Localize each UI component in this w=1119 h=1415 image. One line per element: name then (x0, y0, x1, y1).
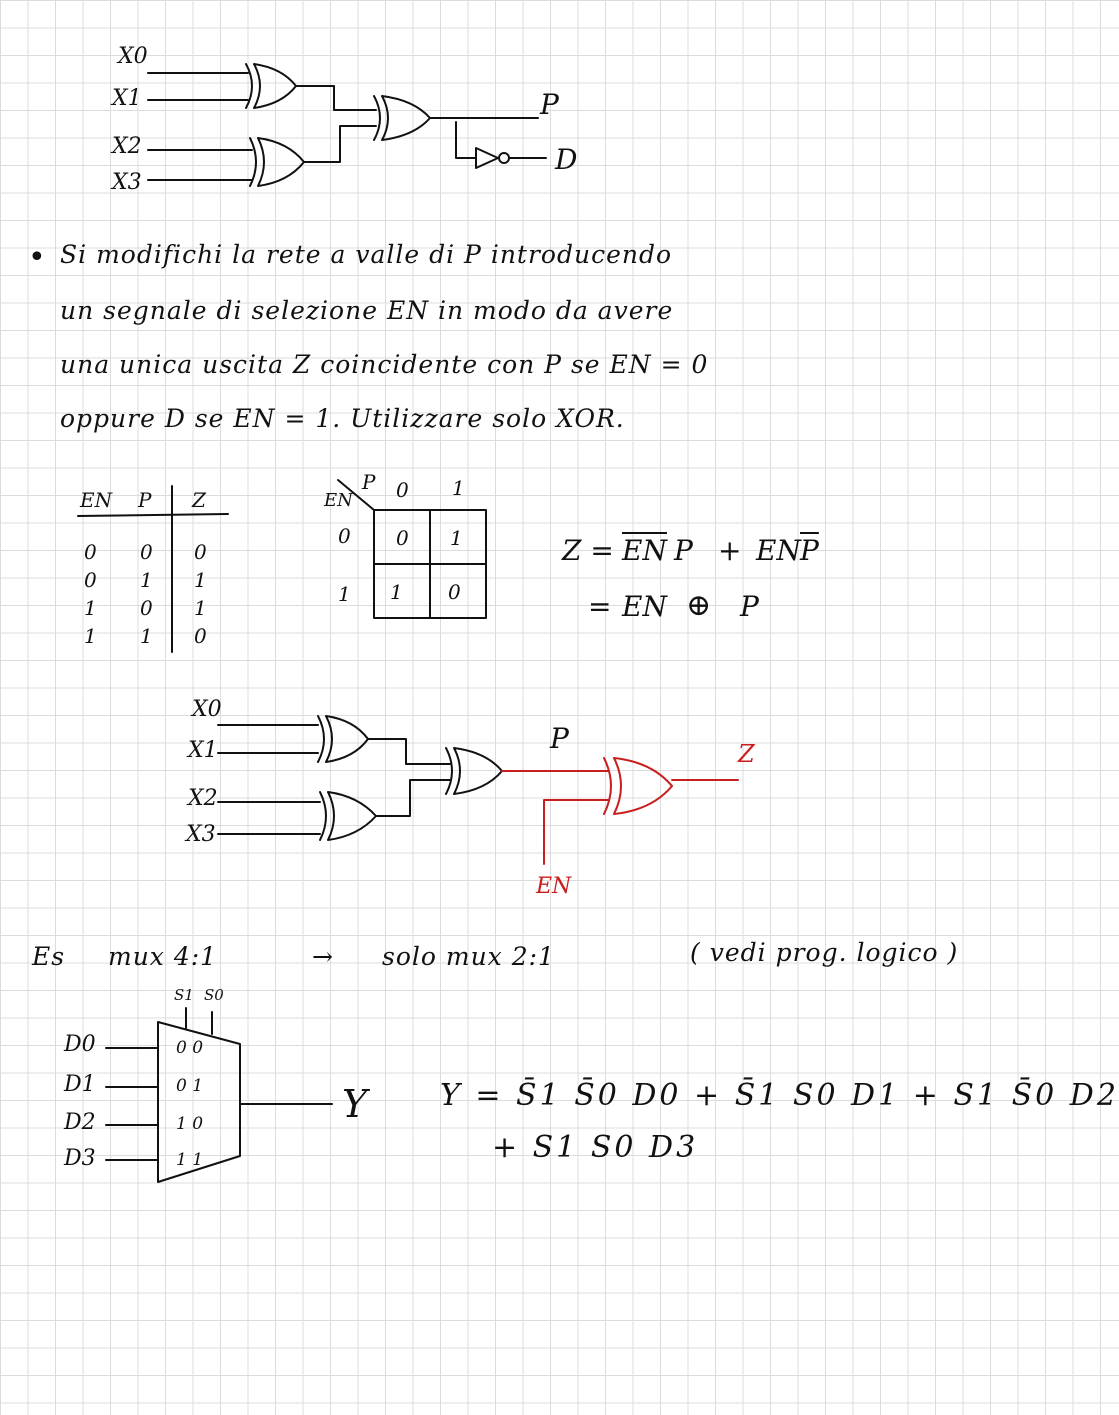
tt-r4-z: 0 (194, 624, 207, 648)
c2-label-x3: X3 (186, 822, 216, 847)
tt-r3-en: 1 (84, 596, 97, 620)
tt-r1-z: 0 (194, 540, 207, 564)
kmap-cell-00: 0 (396, 526, 409, 550)
tt-r1-p: 0 (140, 540, 153, 564)
kmap-col-0: 0 (396, 478, 409, 502)
tt-r2-en: 0 (84, 568, 97, 592)
eq-plus: + (718, 534, 742, 567)
tt-r3-z: 1 (194, 596, 207, 620)
c1-label-d: D (555, 143, 578, 176)
mux-equation-line-1: Y = S̄1 S̄0 D0 + S̄1 S0 D1 + S1 S̄0 D2 (440, 1078, 1119, 1113)
tt-r1-en: 0 (84, 540, 97, 564)
tt-header-z: Z (192, 488, 206, 512)
mux-code-01: 0 1 (176, 1076, 204, 1096)
tt-r4-p: 1 (140, 624, 153, 648)
tt-header-en: EN (80, 488, 113, 512)
eq-line2-right: P (740, 590, 759, 623)
mux-input-d3: D3 (64, 1146, 96, 1171)
c2-label-z: Z (738, 740, 755, 768)
kmap-col-var: P (362, 470, 376, 494)
c2-label-p: P (550, 722, 569, 755)
mux-code-00: 0 0 (176, 1038, 204, 1058)
mux-heading-es: Es (32, 942, 66, 971)
tt-header-p: P (138, 488, 152, 512)
eq-term2-neg: $\overline{P}$ (800, 534, 819, 567)
kmap-cell-10: 1 (390, 580, 403, 604)
tt-r4-en: 1 (84, 624, 97, 648)
c1-label-x0: X0 (118, 44, 148, 69)
c1-label-x3: X3 (112, 170, 142, 195)
tt-r2-p: 1 (140, 568, 153, 592)
eq-term2-pos: EN (756, 534, 801, 567)
c2-label-x1: X1 (188, 738, 218, 763)
kmap-cell-01: 1 (450, 526, 463, 550)
mux-input-d1: D1 (64, 1072, 96, 1097)
kmap-row-0: 0 (338, 524, 351, 548)
kmap-col-1: 1 (452, 476, 465, 500)
eq-z-label: Z = (562, 534, 614, 567)
eq-term1-pos: P (674, 534, 693, 567)
c2-label-x0: X0 (192, 697, 222, 722)
c1-label-x2: X2 (112, 134, 142, 159)
mux-heading-mux41: mux 4:1 (108, 942, 218, 971)
exercise-line-3: una unica uscita Z coincidente con P se EN = 0 (60, 350, 709, 379)
eq-term1-neg: $\overline{EN}$ (622, 534, 667, 567)
exercise-line-2: un segnale di selezione EN in modo da avere (60, 296, 674, 325)
mux-select-s1: S1 (174, 986, 194, 1004)
mux-equation-line-2: + S1 S0 D3 (492, 1130, 699, 1165)
eq-line2-eq: = (588, 590, 612, 623)
exercise-line-1: Si modifichi la rete a valle di P introducendo (60, 240, 673, 269)
c2-label-en: EN (536, 874, 572, 899)
exercise-line-4: oppure D se EN = 1. Utilizzare solo XOR. (60, 404, 625, 433)
kmap-row-1: 1 (338, 582, 351, 606)
c1-label-p: P (540, 88, 559, 121)
mux-code-10: 1 0 (176, 1114, 204, 1134)
kmap-cell-11: 0 (448, 580, 461, 604)
bullet: • (28, 240, 46, 275)
mux-heading-arrow: → (312, 942, 334, 971)
mux-input-d2: D2 (64, 1110, 96, 1135)
kmap-row-var: EN (324, 490, 353, 511)
c2-label-x2: X2 (188, 786, 218, 811)
mux-heading-note: ( vedi prog. logico ) (690, 938, 959, 967)
mux-heading-solo: solo mux 2:1 (382, 942, 555, 971)
mux-input-d0: D0 (64, 1032, 96, 1057)
mux-output-y: Y (342, 1082, 368, 1126)
tt-r3-p: 0 (140, 596, 153, 620)
eq-line2-left: EN (622, 590, 667, 623)
mux-select-s0: S0 (204, 986, 224, 1004)
eq-xor-symbol: ⊕ (686, 588, 712, 623)
mux-code-11: 1 1 (176, 1150, 204, 1170)
c1-label-x1: X1 (112, 86, 142, 111)
tt-r2-z: 1 (194, 568, 207, 592)
